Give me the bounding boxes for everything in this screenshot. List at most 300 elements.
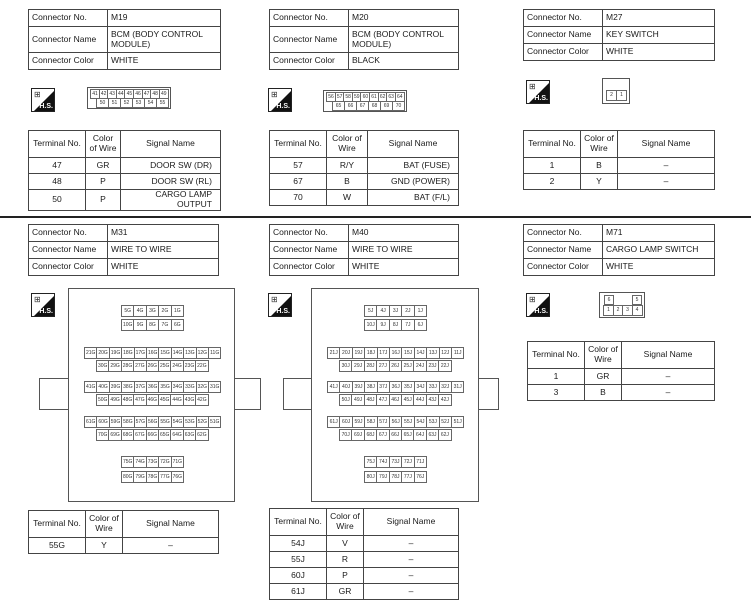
signal-name-cell: GND (POWER) bbox=[368, 174, 459, 190]
terminal-pin: 68 bbox=[368, 101, 381, 111]
terminal-no-header: Terminal No. bbox=[270, 131, 327, 158]
terminal-pin: 46J bbox=[389, 394, 402, 406]
terminal-pin: 11J bbox=[451, 347, 464, 359]
connector-name-value: WIRE TO WIRE bbox=[108, 242, 219, 259]
signal-name-cell: – bbox=[618, 158, 715, 174]
m40-info-table bbox=[269, 224, 459, 276]
terminal-pin: 17J bbox=[377, 347, 390, 359]
connector-glyph-icon: ⊞ bbox=[529, 82, 536, 91]
terminal-pin: 74G bbox=[133, 456, 146, 468]
terminal-pin: 12G bbox=[196, 347, 209, 359]
terminal-pin: 38G bbox=[121, 381, 134, 393]
terminal-pin: 71J bbox=[414, 456, 427, 468]
terminal-pin: 22G bbox=[195, 360, 208, 372]
signal-name-cell: – bbox=[622, 369, 715, 385]
terminal-pin: 56J bbox=[389, 416, 402, 428]
terminal-pin: 3 bbox=[622, 305, 633, 316]
terminal-pin: 34J bbox=[414, 381, 427, 393]
wire-color-cell: GR bbox=[86, 158, 121, 174]
terminal-row bbox=[270, 568, 459, 584]
terminal-pin: 78J bbox=[389, 471, 402, 483]
terminal-row bbox=[270, 190, 459, 206]
terminal-pin: 63J bbox=[426, 429, 439, 441]
terminal-pin: 38J bbox=[364, 381, 377, 393]
terminal-pin: 8G bbox=[146, 319, 159, 331]
terminal-pin: 42 bbox=[99, 89, 109, 99]
terminal-pin: 30J bbox=[339, 360, 352, 372]
wire-color-cell: V bbox=[327, 536, 364, 552]
m31-info-table bbox=[28, 224, 219, 276]
terminal-pin: 49J bbox=[351, 394, 364, 406]
terminal-no-cell: 47 bbox=[29, 158, 86, 174]
terminal-pin: 63 bbox=[386, 92, 396, 102]
connector-no-label: Connector No. bbox=[270, 225, 349, 242]
m31-connector-face bbox=[68, 288, 235, 502]
terminal-pin: 66 bbox=[344, 101, 357, 111]
terminal-pin: 7J bbox=[401, 319, 414, 331]
terminal-pin: 26J bbox=[389, 360, 402, 372]
connector-color-value: BLACK bbox=[349, 53, 459, 70]
terminal-pin: 46G bbox=[146, 394, 159, 406]
terminal-pin: 73G bbox=[146, 456, 159, 468]
terminal-pin: 15J bbox=[401, 347, 414, 359]
hs-harness-side-icon bbox=[31, 88, 55, 112]
connector-name-value: BCM (BODY CONTROL MODULE) bbox=[349, 27, 459, 53]
terminal-pin: 49 bbox=[159, 89, 169, 99]
connector-name-label: Connector Name bbox=[270, 27, 349, 53]
connector-no-value: M20 bbox=[349, 10, 459, 27]
terminal-pin: 16G bbox=[146, 347, 159, 359]
color-of-wire-header: Color of Wire bbox=[327, 509, 364, 536]
terminal-pin: 47J bbox=[376, 394, 389, 406]
terminal-pin: 1J bbox=[414, 305, 427, 317]
hs-label: H.S. bbox=[39, 103, 53, 110]
connector-name-label: Connector Name bbox=[29, 27, 108, 53]
terminal-pin: 57G bbox=[134, 416, 147, 428]
terminal-pin: 17G bbox=[134, 347, 147, 359]
connector-no-value: M40 bbox=[349, 225, 459, 242]
terminal-pin: 37G bbox=[134, 381, 147, 393]
terminal-pin: 58J bbox=[364, 416, 377, 428]
terminal-pin: 80J bbox=[364, 471, 377, 483]
terminal-pin: 68J bbox=[364, 429, 377, 441]
terminal-row bbox=[270, 174, 459, 190]
terminal-pin: 41J bbox=[327, 381, 340, 393]
hs-label: H.S. bbox=[276, 103, 290, 110]
terminal-pin: 35G bbox=[158, 381, 171, 393]
signal-name-cell: – bbox=[622, 385, 715, 401]
terminal-pin: 19G bbox=[109, 347, 122, 359]
wire-color-cell: R/Y bbox=[327, 158, 368, 174]
terminal-row bbox=[29, 190, 221, 211]
terminal-pin: 5 bbox=[632, 295, 642, 305]
terminal-pin: 65G bbox=[158, 429, 171, 441]
signal-name-cell: BAT (FUSE) bbox=[368, 158, 459, 174]
terminal-row bbox=[524, 158, 715, 174]
signal-name-header: Signal Name bbox=[618, 131, 715, 158]
terminal-pin: 28G bbox=[121, 360, 134, 372]
signal-name-cell: DOOR SW (RL) bbox=[121, 174, 221, 190]
terminal-pin: 32G bbox=[196, 381, 209, 393]
terminal-no-header: Terminal No. bbox=[29, 131, 86, 158]
terminal-pin: 74J bbox=[376, 456, 389, 468]
terminal-pin: 72G bbox=[158, 456, 171, 468]
hs-label: H.S. bbox=[39, 308, 53, 315]
terminal-no-header: Terminal No. bbox=[270, 509, 327, 536]
connector-name-value: WIRE TO WIRE bbox=[349, 242, 459, 259]
wire-color-cell: B bbox=[581, 158, 618, 174]
terminal-pin: 75G bbox=[121, 456, 134, 468]
terminal-pin: 29J bbox=[351, 360, 364, 372]
terminal-pin: 5G bbox=[121, 305, 134, 317]
terminal-pin: 77G bbox=[158, 471, 171, 483]
section-divider bbox=[0, 216, 751, 218]
terminal-pin: 53J bbox=[426, 416, 439, 428]
terminal-pin: 66G bbox=[146, 429, 159, 441]
connector-color-label: Connector Color bbox=[524, 44, 603, 61]
connector-color-label: Connector Color bbox=[29, 259, 108, 276]
terminal-pin: 50G bbox=[96, 394, 109, 406]
terminal-pin: 67 bbox=[356, 101, 369, 111]
signal-name-cell: – bbox=[364, 552, 459, 568]
terminal-pin: 28J bbox=[364, 360, 377, 372]
terminal-pin: 66J bbox=[389, 429, 402, 441]
terminal-pin: 40J bbox=[339, 381, 352, 393]
terminal-pin: 61G bbox=[84, 416, 97, 428]
terminal-pin: 70G bbox=[96, 429, 109, 441]
connector-glyph-icon: ⊞ bbox=[271, 90, 278, 99]
terminal-pin: 47 bbox=[142, 89, 152, 99]
terminal-pin: 2G bbox=[158, 305, 171, 317]
connector-no-label: Connector No. bbox=[29, 10, 108, 27]
terminal-pin: 36J bbox=[389, 381, 402, 393]
terminal-pin: 42J bbox=[438, 394, 451, 406]
terminal-pin: 8J bbox=[389, 319, 402, 331]
terminal-pin: 54 bbox=[144, 98, 157, 108]
hs-harness-side-icon bbox=[268, 88, 292, 112]
wire-color-cell: B bbox=[585, 385, 622, 401]
terminal-no-cell: 55G bbox=[29, 538, 86, 554]
terminal-no-cell: 54J bbox=[270, 536, 327, 552]
terminal-pin: 31J bbox=[451, 381, 464, 393]
terminal-pin: 2 bbox=[613, 305, 624, 316]
wire-color-cell: W bbox=[327, 190, 368, 206]
connector-no-label: Connector No. bbox=[524, 10, 603, 27]
signal-name-cell: BAT (F/L) bbox=[368, 190, 459, 206]
terminal-pin: 18J bbox=[364, 347, 377, 359]
connector-name-label: Connector Name bbox=[524, 242, 603, 259]
signal-name-header: Signal Name bbox=[123, 511, 219, 538]
terminal-pin: 73J bbox=[389, 456, 402, 468]
terminal-pin: 13J bbox=[426, 347, 439, 359]
hs-harness-side-icon bbox=[526, 293, 550, 317]
terminal-pin: 52J bbox=[439, 416, 452, 428]
signal-name-cell: – bbox=[618, 174, 715, 190]
signal-name-header: Signal Name bbox=[121, 131, 221, 158]
terminal-pin: 41 bbox=[90, 89, 100, 99]
terminal-pin: 49G bbox=[108, 394, 121, 406]
m71-terminal-table bbox=[527, 341, 715, 401]
terminal-pin: 44G bbox=[170, 394, 183, 406]
terminal-pin: 19J bbox=[352, 347, 365, 359]
connector-color-label: Connector Color bbox=[270, 53, 349, 70]
terminal-pin: 35J bbox=[401, 381, 414, 393]
terminal-pin: 60G bbox=[96, 416, 109, 428]
color-of-wire-header: Color of Wire bbox=[327, 131, 368, 158]
m27-info-table bbox=[523, 9, 715, 61]
m71-info-table bbox=[523, 224, 715, 276]
terminal-pin: 43 bbox=[107, 89, 117, 99]
terminal-no-header: Terminal No. bbox=[528, 342, 585, 369]
connector-color-label: Connector Color bbox=[270, 259, 349, 276]
terminal-pin: 61 bbox=[369, 92, 379, 102]
terminal-pin: 51J bbox=[451, 416, 464, 428]
terminal-pin: 55G bbox=[158, 416, 171, 428]
signal-name-cell: CARGO LAMP OUTPUT bbox=[121, 190, 221, 211]
signal-name-cell: – bbox=[364, 536, 459, 552]
wire-color-cell: P bbox=[86, 190, 121, 211]
terminal-pin: 71G bbox=[171, 456, 184, 468]
terminal-pin: 39G bbox=[109, 381, 122, 393]
terminal-pin: 6J bbox=[414, 319, 427, 331]
terminal-pin: 31G bbox=[208, 381, 221, 393]
terminal-pin: 48G bbox=[121, 394, 134, 406]
terminal-pin: 45 bbox=[124, 89, 134, 99]
terminal-row bbox=[29, 538, 219, 554]
terminal-pin: 3G bbox=[146, 305, 159, 317]
terminal-no-cell: 2 bbox=[524, 174, 581, 190]
signal-name-header: Signal Name bbox=[364, 509, 459, 536]
terminal-pin: 51 bbox=[108, 98, 121, 108]
terminal-no-cell: 3 bbox=[528, 385, 585, 401]
terminal-pin: 62J bbox=[438, 429, 451, 441]
terminal-pin: 56G bbox=[146, 416, 159, 428]
hs-harness-side-icon bbox=[268, 293, 292, 317]
terminal-pin: 34G bbox=[171, 381, 184, 393]
terminal-pin: 10G bbox=[121, 319, 134, 331]
terminal-pin: 29G bbox=[108, 360, 121, 372]
hs-harness-side-icon bbox=[526, 80, 550, 104]
terminal-pin: 5J bbox=[364, 305, 377, 317]
terminal-pin: 60 bbox=[360, 92, 370, 102]
terminal-pin: 14J bbox=[414, 347, 427, 359]
connector-no-value: M19 bbox=[108, 10, 221, 27]
wire-color-cell: R bbox=[327, 552, 364, 568]
terminal-pin: 48J bbox=[364, 394, 377, 406]
signal-name-cell: DOOR SW (DR) bbox=[121, 158, 221, 174]
terminal-row bbox=[29, 174, 221, 190]
connector-glyph-icon: ⊞ bbox=[34, 90, 41, 99]
terminal-pin: 3J bbox=[389, 305, 402, 317]
m31-terminal-table bbox=[28, 510, 219, 554]
terminal-no-cell: 61J bbox=[270, 584, 327, 600]
connector-name-label: Connector Name bbox=[270, 242, 349, 259]
m20-connector-face bbox=[323, 90, 407, 112]
connector-color-value: WHITE bbox=[603, 44, 715, 61]
m71-connector-face bbox=[599, 292, 645, 318]
signal-name-header: Signal Name bbox=[622, 342, 715, 369]
terminal-pin: 27G bbox=[133, 360, 146, 372]
terminal-pin: 47G bbox=[133, 394, 146, 406]
hs-label: H.S. bbox=[276, 308, 290, 315]
terminal-pin: 58G bbox=[121, 416, 134, 428]
connector-color-value: WHITE bbox=[108, 259, 219, 276]
terminal-pin: 57 bbox=[335, 92, 345, 102]
m19-info-table bbox=[28, 9, 221, 70]
terminal-pin: 50J bbox=[339, 394, 352, 406]
terminal-pin: 45G bbox=[158, 394, 171, 406]
connector-color-label: Connector Color bbox=[29, 53, 108, 70]
terminal-pin: 1 bbox=[603, 305, 614, 316]
terminal-pin: 25G bbox=[158, 360, 171, 372]
connector-color-label: Connector Color bbox=[524, 259, 603, 276]
terminal-pin: 80G bbox=[121, 471, 134, 483]
terminal-pin: 76J bbox=[414, 471, 427, 483]
connector-color-value: WHITE bbox=[603, 259, 715, 276]
connector-no-value: M27 bbox=[603, 10, 715, 27]
terminal-pin: 33J bbox=[426, 381, 439, 393]
terminal-pin: 6 bbox=[604, 295, 614, 305]
terminal-pin: 69J bbox=[351, 429, 364, 441]
terminal-pin: 6G bbox=[171, 319, 184, 331]
wire-color-cell: GR bbox=[585, 369, 622, 385]
connector-color-value: WHITE bbox=[349, 259, 459, 276]
terminal-pin: 22J bbox=[438, 360, 451, 372]
connector-name-value: BCM (BODY CONTROL MODULE) bbox=[108, 27, 221, 53]
wire-color-cell: Y bbox=[86, 538, 123, 554]
terminal-pin: 23J bbox=[426, 360, 439, 372]
terminal-pin: 67J bbox=[376, 429, 389, 441]
connector-no-value: M31 bbox=[108, 225, 219, 242]
terminal-pin: 4 bbox=[632, 305, 643, 316]
terminal-pin: 68G bbox=[121, 429, 134, 441]
terminal-pin: 1G bbox=[171, 305, 184, 317]
terminal-pin: 13G bbox=[183, 347, 196, 359]
terminal-pin: 78G bbox=[146, 471, 159, 483]
terminal-row bbox=[270, 552, 459, 568]
terminal-pin: 2 bbox=[606, 90, 617, 101]
connector-no-label: Connector No. bbox=[29, 225, 108, 242]
wire-color-cell: Y bbox=[581, 174, 618, 190]
terminal-pin: 48 bbox=[150, 89, 160, 99]
terminal-pin: 56 bbox=[326, 92, 336, 102]
connector-name-value: KEY SWITCH bbox=[603, 27, 715, 44]
terminal-pin: 23G bbox=[183, 360, 196, 372]
terminal-pin: 57J bbox=[377, 416, 390, 428]
terminal-pin: 44J bbox=[413, 394, 426, 406]
terminal-pin: 59G bbox=[109, 416, 122, 428]
terminal-pin: 9G bbox=[133, 319, 146, 331]
m20-terminal-table bbox=[269, 130, 459, 206]
terminal-row bbox=[528, 369, 715, 385]
terminal-pin: 70J bbox=[339, 429, 352, 441]
terminal-pin: 62G bbox=[195, 429, 208, 441]
terminal-pin: 63G bbox=[183, 429, 196, 441]
terminal-pin: 67G bbox=[133, 429, 146, 441]
m19-terminal-table bbox=[28, 130, 221, 211]
signal-name-cell: – bbox=[364, 568, 459, 584]
terminal-no-cell: 48 bbox=[29, 174, 86, 190]
terminal-no-cell: 55J bbox=[270, 552, 327, 568]
terminal-row bbox=[524, 174, 715, 190]
terminal-pin: 32J bbox=[439, 381, 452, 393]
terminal-pin: 40G bbox=[96, 381, 109, 393]
connector-name-label: Connector Name bbox=[524, 27, 603, 44]
terminal-pin: 1 bbox=[616, 90, 627, 101]
connector-name-label: Connector Name bbox=[29, 242, 108, 259]
terminal-pin: 52 bbox=[120, 98, 133, 108]
terminal-pin: 30G bbox=[96, 360, 109, 372]
terminal-pin: 53 bbox=[132, 98, 145, 108]
terminal-pin: 75J bbox=[364, 456, 377, 468]
terminal-row bbox=[29, 158, 221, 174]
color-of-wire-header: Color of Wire bbox=[581, 131, 618, 158]
terminal-pin: 58 bbox=[343, 92, 353, 102]
terminal-pin: 55 bbox=[156, 98, 169, 108]
m20-info-table bbox=[269, 9, 459, 70]
terminal-pin: 69 bbox=[380, 101, 393, 111]
terminal-no-cell: 50 bbox=[29, 190, 86, 211]
hs-harness-side-icon bbox=[31, 293, 55, 317]
m27-terminal-table bbox=[523, 130, 715, 190]
terminal-no-header: Terminal No. bbox=[524, 131, 581, 158]
terminal-pin: 54G bbox=[171, 416, 184, 428]
terminal-pin: 15G bbox=[158, 347, 171, 359]
connector-glyph-icon: ⊞ bbox=[34, 295, 41, 304]
terminal-no-cell: 1 bbox=[524, 158, 581, 174]
terminal-pin: 79J bbox=[376, 471, 389, 483]
terminal-pin: 11G bbox=[208, 347, 221, 359]
terminal-pin: 64J bbox=[413, 429, 426, 441]
terminal-pin: 20G bbox=[96, 347, 109, 359]
terminal-row bbox=[270, 536, 459, 552]
terminal-no-cell: 70 bbox=[270, 190, 327, 206]
terminal-pin: 60J bbox=[339, 416, 352, 428]
wire-color-cell: P bbox=[327, 568, 364, 584]
terminal-pin: 69G bbox=[108, 429, 121, 441]
terminal-pin: 43J bbox=[426, 394, 439, 406]
connector-name-value: CARGO LAMP SWITCH bbox=[603, 242, 715, 259]
terminal-pin: 14G bbox=[171, 347, 184, 359]
terminal-pin: 44 bbox=[116, 89, 126, 99]
terminal-no-cell: 67 bbox=[270, 174, 327, 190]
terminal-pin: 36G bbox=[146, 381, 159, 393]
terminal-pin: 72J bbox=[401, 456, 414, 468]
terminal-no-header: Terminal No. bbox=[29, 511, 86, 538]
terminal-pin: 52G bbox=[196, 416, 209, 428]
terminal-pin: 62 bbox=[378, 92, 388, 102]
wire-color-cell: B bbox=[327, 174, 368, 190]
terminal-pin: 54J bbox=[414, 416, 427, 428]
terminal-pin: 26G bbox=[146, 360, 159, 372]
connector-no-label: Connector No. bbox=[524, 225, 603, 242]
terminal-pin: 37J bbox=[377, 381, 390, 393]
m40-terminal-table bbox=[269, 508, 459, 600]
terminal-pin: 51G bbox=[208, 416, 221, 428]
wire-color-cell: P bbox=[86, 174, 121, 190]
terminal-pin: 10J bbox=[364, 319, 377, 331]
terminal-pin: 4J bbox=[376, 305, 389, 317]
signal-name-cell: – bbox=[123, 538, 219, 554]
terminal-pin: 18G bbox=[121, 347, 134, 359]
connector-color-value: WHITE bbox=[108, 53, 221, 70]
terminal-pin: 12J bbox=[439, 347, 452, 359]
connector-glyph-icon: ⊞ bbox=[271, 295, 278, 304]
terminal-pin: 65J bbox=[401, 429, 414, 441]
terminal-pin: 46 bbox=[133, 89, 143, 99]
terminal-pin: 59 bbox=[352, 92, 362, 102]
terminal-pin: 45J bbox=[401, 394, 414, 406]
